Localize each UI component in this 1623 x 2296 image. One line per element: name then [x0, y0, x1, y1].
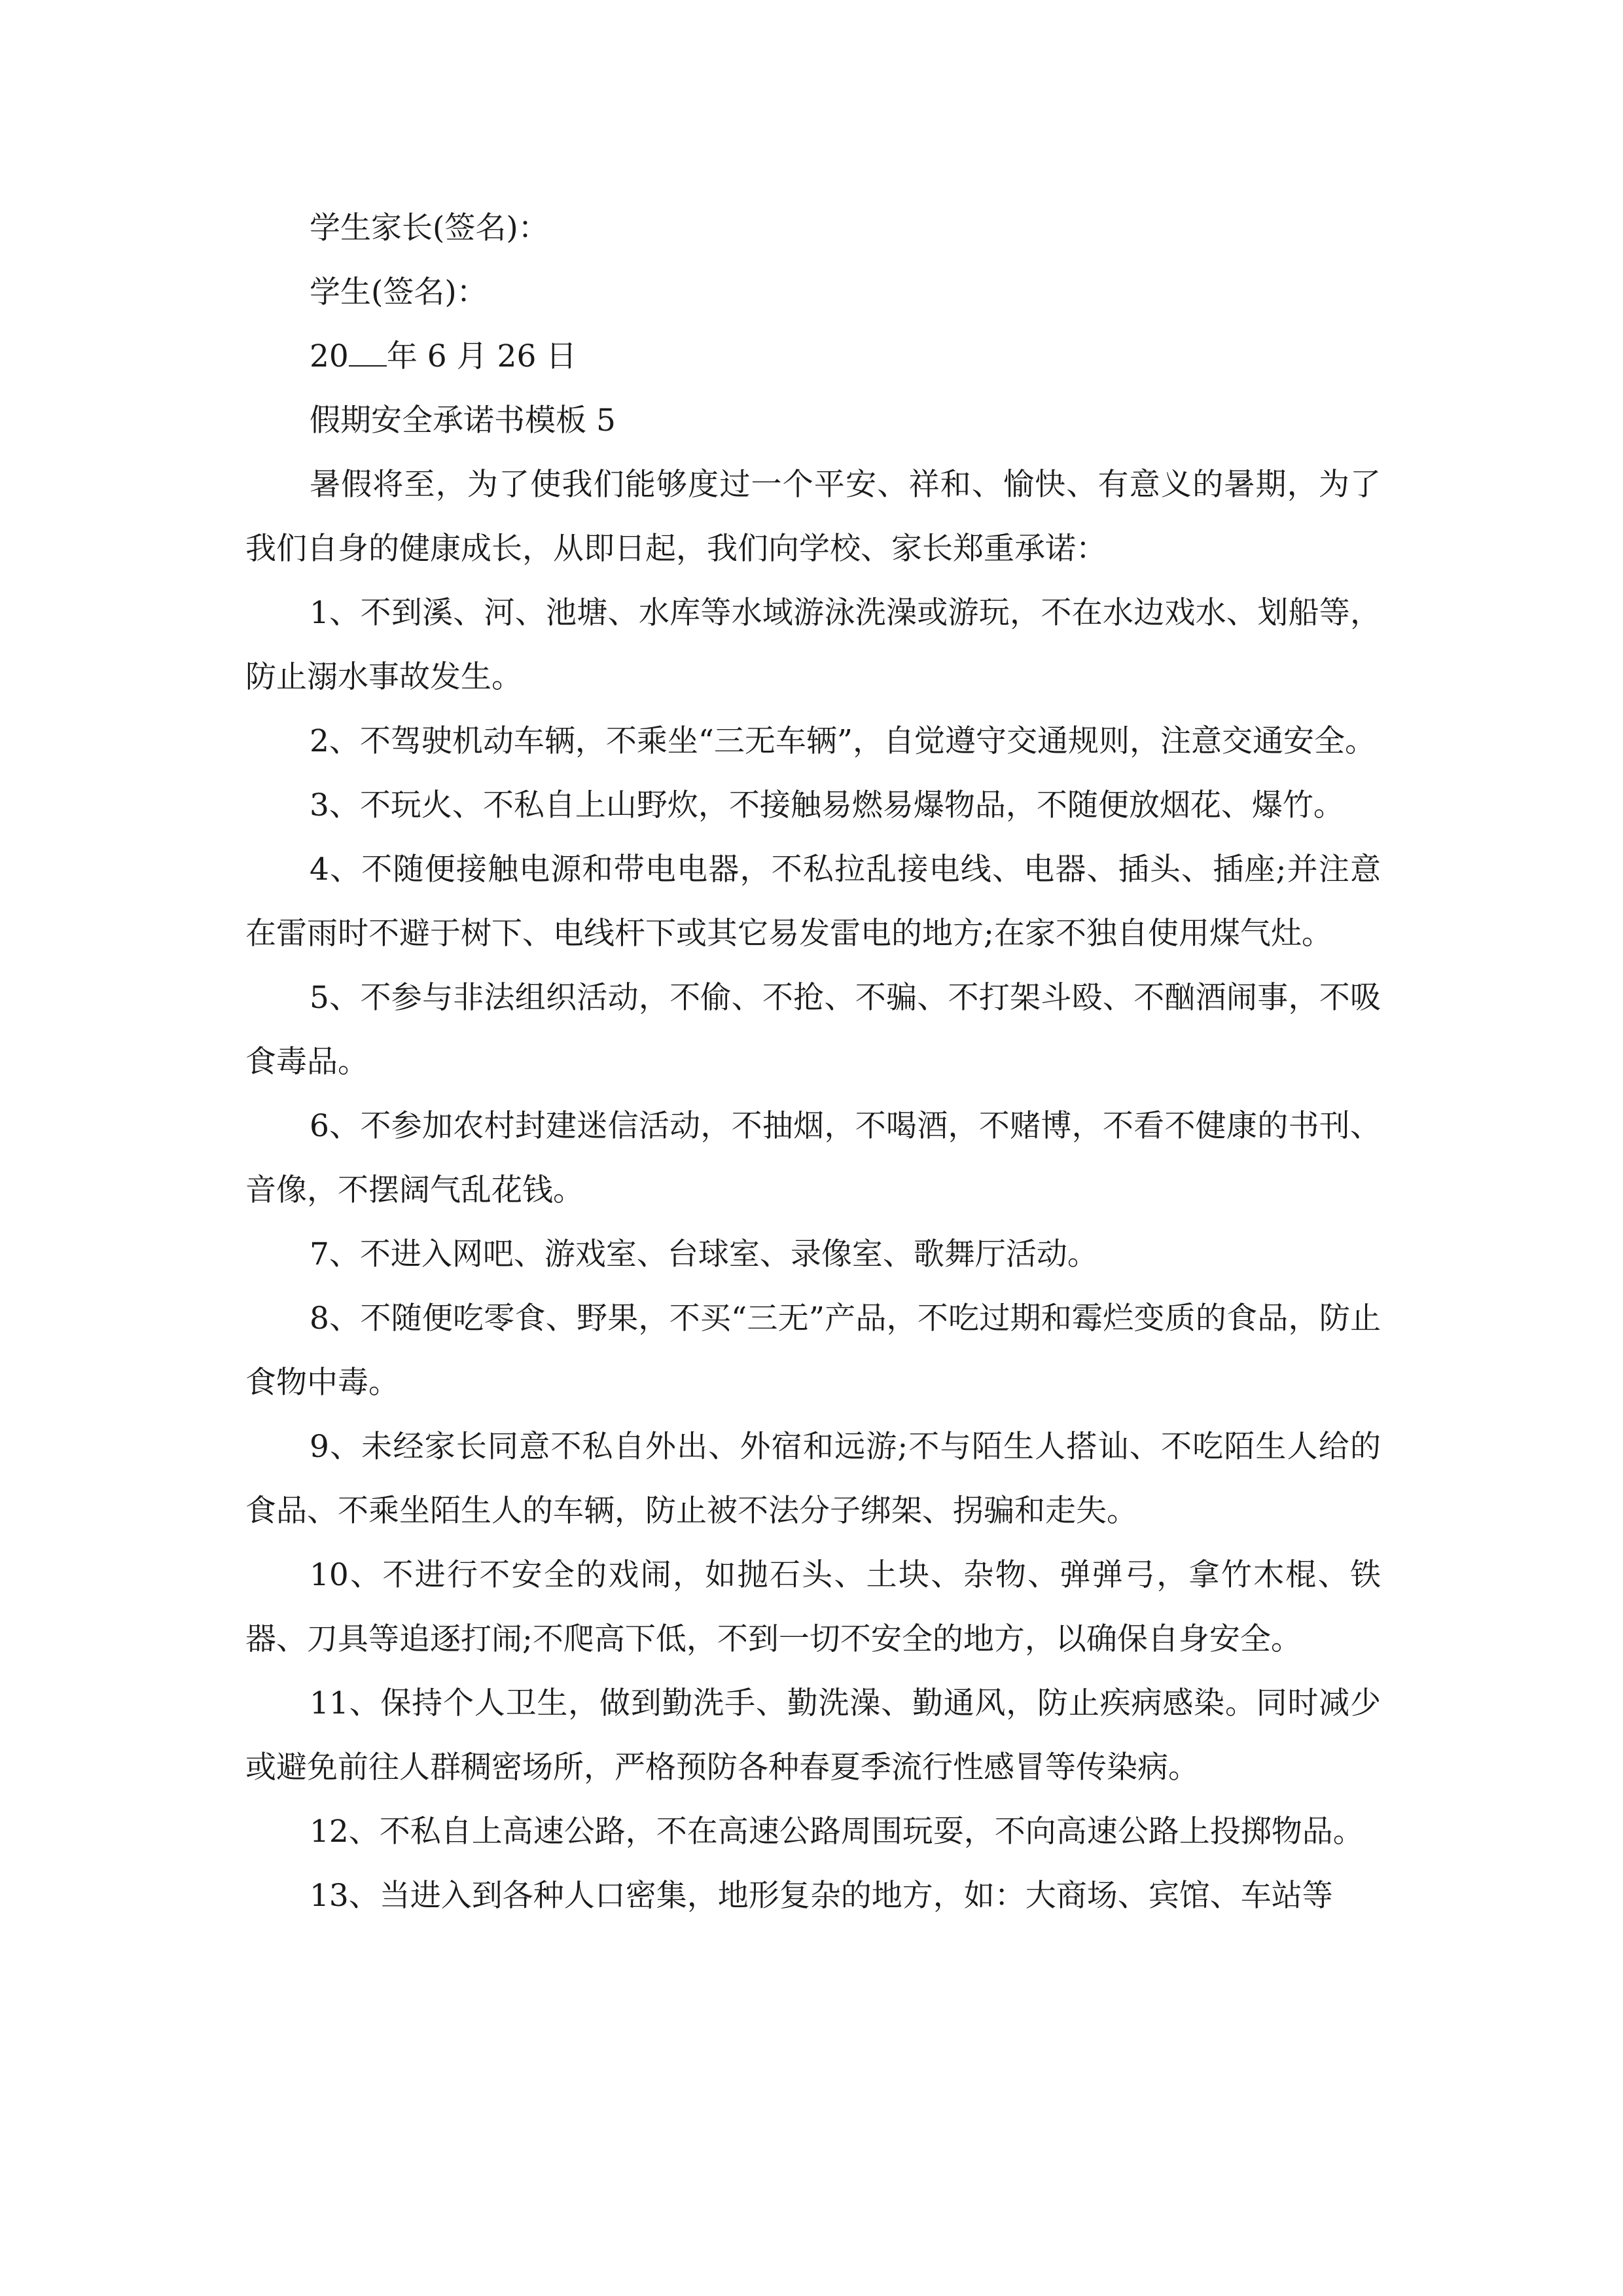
- date-suffix: 年 6 月 26 日: [386, 338, 577, 374]
- promise-item-12: 12、不私自上高速公路，不在高速公路周围玩耍，不向高速公路上投掷物品。: [310, 1814, 1364, 1850]
- intro-paragraph: 暑假将至，为了使我们能够度过一个平安、祥和、愉快、有意义的暑期，为了我们自身的健康成长，从即日起，我们向学校、家长郑重承诺：: [245, 467, 1381, 567]
- document-body: [245, 196, 1381, 1928]
- promise-item-7: 7、不进入网吧、游戏室、台球室、录像室、歌舞厅活动。: [310, 1236, 1098, 1272]
- promise-item-13: 13、当进入到各种人口密集，地形复杂的地方，如：大商场、宾馆、车站等: [310, 1878, 1333, 1914]
- date-line: [245, 325, 1381, 389]
- promise-item-3: 3、不玩火、不私自上山野炊，不接触易燃易爆物品，不随便放烟花、爆竹。: [310, 787, 1344, 823]
- promise-item-6: 6、不参加农村封建迷信活动，不抽烟，不喝酒，不赌博，不看不健康的书刊、音像，不摆阔气乱花钱。: [245, 1108, 1381, 1208]
- promise-item-1: 1、不到溪、河、池塘、水库等水域游泳洗澡或游玩，不在水边戏水、划船等，防止溺水事故发生。: [245, 595, 1381, 695]
- promise-item-10: 10、不进行不安全的戏闹，如抛石头、土块、杂物、弹弹弓，拿竹木棍、铁器、刀具等追逐打闹;不爬高下低，不到一切不安全的地方，以确保自身安全。: [245, 1557, 1381, 1657]
- date-prefix: 20: [310, 338, 349, 374]
- section-heading: 假期安全承诺书模板 5: [310, 403, 616, 439]
- promise-item-8: 8、不随便吃零食、野果，不买“三无”产品，不吃过期和霉烂变质的食品，防止食物中毒。: [245, 1300, 1381, 1401]
- promise-item-2: 2、不驾驶机动车辆，不乘坐“三无车辆”，自觉遵守交通规则，注意交通安全。: [310, 723, 1376, 759]
- promise-item-4: 4、不随便接触电源和带电电器，不私拉乱接电线、电器、插头、插座;并注意在雷雨时不避于树下、电线杆下或其它易发雷电的地方;在家不独自使用煤气灶。: [245, 852, 1381, 952]
- parent-signature-line: 学生家长(签名)：: [310, 210, 549, 246]
- date-blank: [349, 339, 387, 367]
- student-signature-line: 学生(签名)：: [310, 274, 488, 310]
- promise-item-11: 11、保持个人卫生，做到勤洗手、勤洗澡、勤通风，防止疾病感染。同时减少或避免前往人群稠密场所，严格预防各种春夏季流行性感冒等传染病。: [245, 1685, 1381, 1785]
- promise-item-9: 9、未经家长同意不私自外出、外宿和远游;不与陌生人搭讪、不吃陌生人给的食品、不乘坐陌生人的车辆，防止被不法分子绑架、拐骗和走失。: [245, 1429, 1381, 1529]
- promise-item-5: 5、不参与非法组织活动，不偷、不抢、不骗、不打架斗殴、不酗酒闹事，不吸食毒品。: [245, 980, 1381, 1080]
